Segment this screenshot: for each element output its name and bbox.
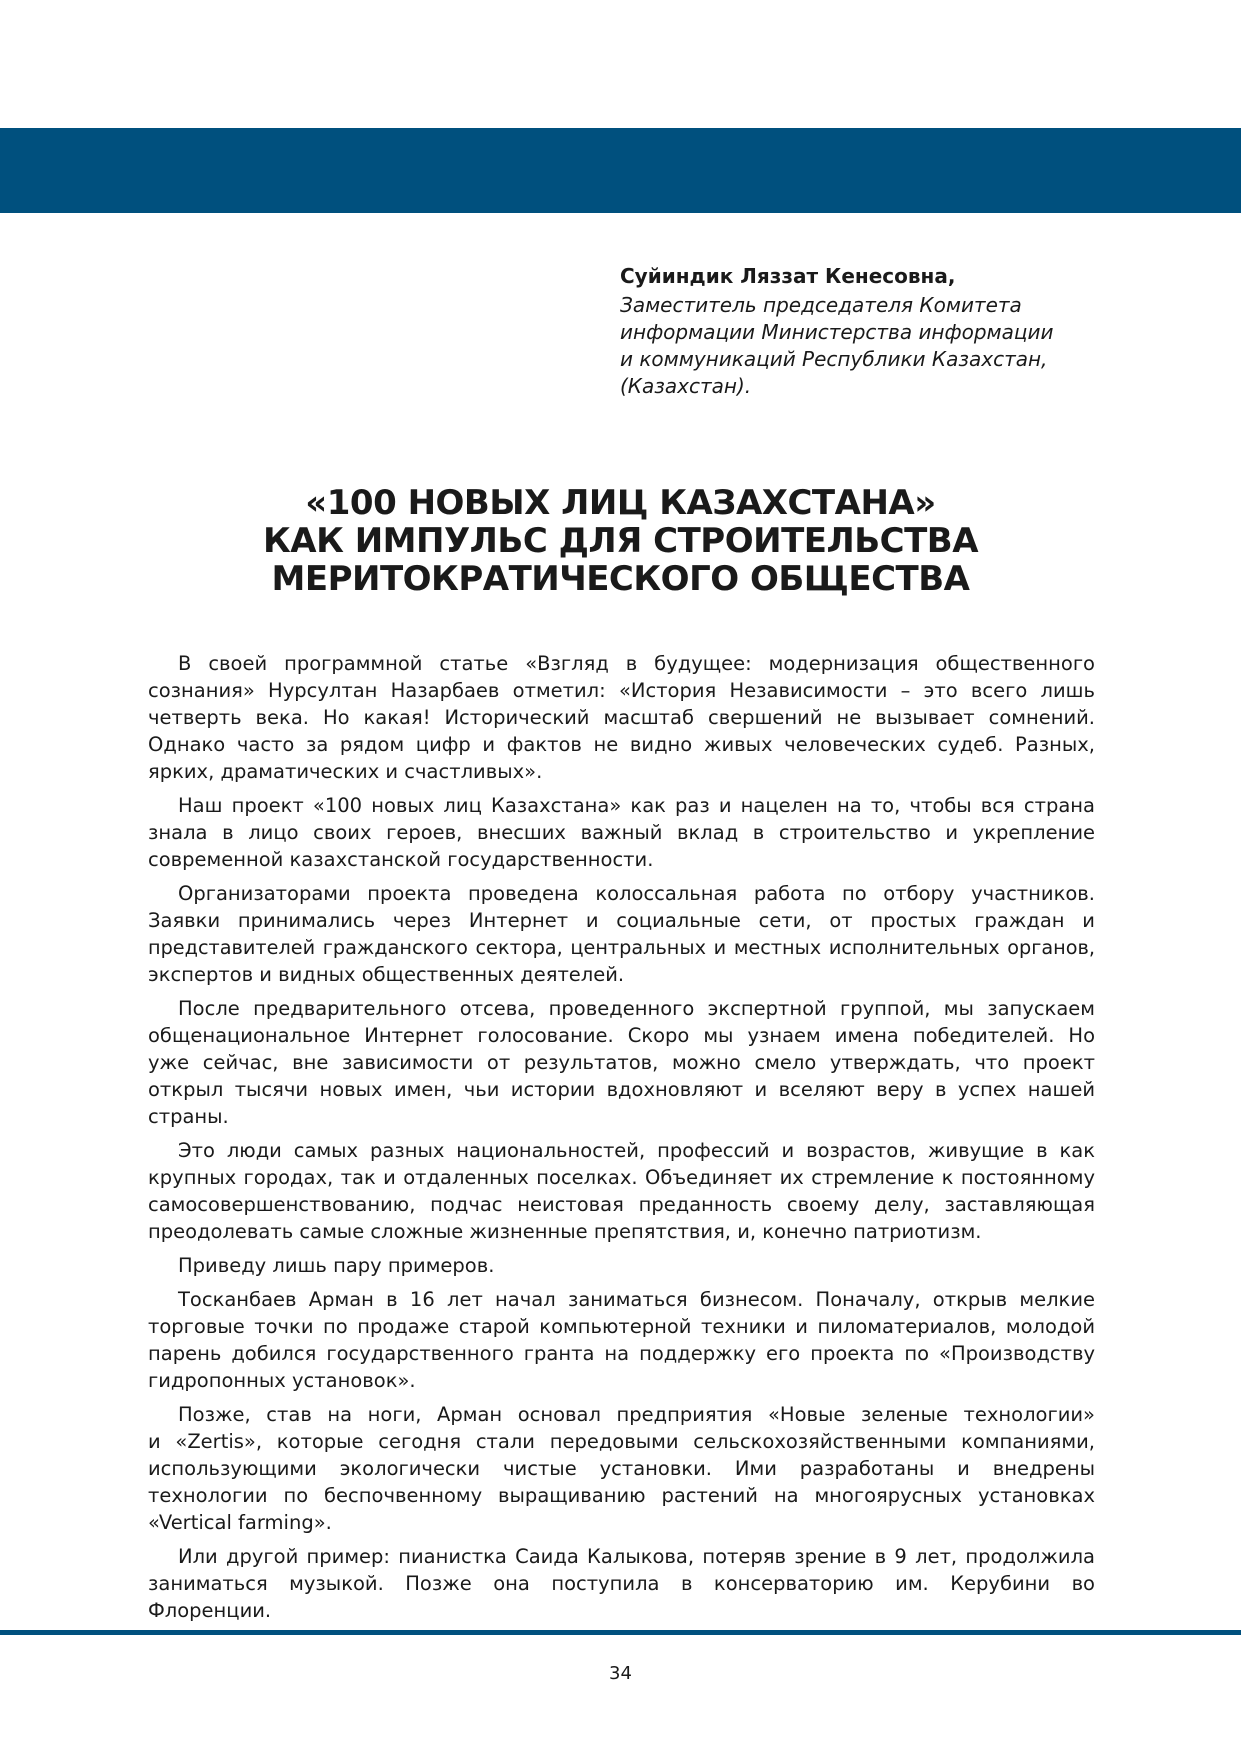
- paragraph: [148, 650, 1095, 785]
- author-block: [620, 262, 1100, 400]
- paragraph-line: и «Zertis», которые сегодня стали передовыми сельскохозяйственными компаниями,: [148, 1430, 1095, 1453]
- paragraph-line: страны.: [148, 1105, 229, 1128]
- paragraph-line: сознания» Нурсултан Назарбаев отметил: «История Независимости – это всего лишь: [148, 679, 1095, 702]
- page-number: 34: [609, 1663, 632, 1684]
- author-name: Суйиндик Ляззат Кенесовна,: [620, 264, 956, 288]
- paragraph-line: самосовершенствованию, подчас неистовая преданность своему делу, заставляющая: [148, 1193, 1095, 1216]
- paragraph-line: После предварительного отсева, проведенного экспертной группой, мы запускаем: [178, 997, 1095, 1020]
- paragraph-line: экспертов и видных общественных деятелей.: [148, 963, 625, 986]
- paragraph-line: Это люди самых разных национальностей, профессий и возрастов, живущие в как: [178, 1139, 1095, 1162]
- header-band: [0, 128, 1241, 213]
- paragraph-line: ярких, драматических и счастливых».: [148, 760, 543, 783]
- paragraph-line: Организаторами проекта проведена колоссальная работа по отбору участников.: [178, 882, 1095, 905]
- paragraph-line: представителей гражданского сектора, центральных и местных исполнительных органов,: [148, 936, 1095, 959]
- paragraph-line: преодолевать самые сложные жизненные препятствия, и, конечно патриотизм.: [148, 1220, 982, 1243]
- author-position: [620, 292, 1100, 400]
- paragraph-line: открыл тысячи новых имен, чьи истории вдохновляют и вселяют веру в успех нашей: [148, 1078, 1095, 1101]
- paragraph-line: знала в лицо своих героев, внесших важный вклад в строительство и укрепление: [148, 821, 1095, 844]
- paragraph-line: Позже, став на ноги, Арман основал предприятия «Новые зеленые технологии»: [178, 1403, 1095, 1426]
- paragraph: [148, 995, 1095, 1130]
- paragraph-line: торговые точки по продаже старой компьютерной техники и пиломатериалов, молодой: [148, 1315, 1095, 1338]
- article-title: [0, 484, 1241, 598]
- paragraph-line: крупных городах, так и отдаленных поселках. Объединяет их стремление к постоянному: [148, 1166, 1095, 1189]
- paragraph-line: технологии по беспочвенному выращиванию растений на многоярусных установках: [148, 1484, 1095, 1507]
- article-body: [148, 650, 1095, 1631]
- paragraph: [148, 1401, 1095, 1536]
- author-position-line: Заместитель председателя Комитета: [620, 293, 1022, 317]
- paragraph: [148, 1137, 1095, 1245]
- paragraph: [148, 1543, 1095, 1624]
- paragraph-line: Тосканбаев Арман в 16 лет начал заниматься бизнесом. Поначалу, открыв мелкие: [178, 1288, 1095, 1311]
- author-position-line: (Казахстан).: [620, 374, 752, 398]
- author-position-line: информации Министерства информации: [620, 320, 1054, 344]
- paragraph-line: уже сейчас, вне зависимости от результатов, можно смело утверждать, что проект: [148, 1051, 1095, 1074]
- paragraph-line: В своей программной статье «Взгляд в будущее: модернизация общественного: [178, 652, 1095, 675]
- paragraph-line: общенациональное Интернет голосование. Скоро мы узнаем имена победителей. Но: [148, 1024, 1095, 1047]
- paragraph-line: использующими экологически чистые установки. Ими разработаны и внедрены: [148, 1457, 1095, 1480]
- paragraph-line: современной казахстанской государственности.: [148, 848, 654, 871]
- title-line: КАК ИМПУЛЬС ДЛЯ СТРОИТЕЛЬСТВА: [262, 521, 979, 561]
- author-position-line: и коммуникаций Республики Казахстан,: [620, 347, 1048, 371]
- paragraph-line: четверть века. Но какая! Исторический масштаб свершений не вызывает сомнений.: [148, 706, 1095, 729]
- paragraph: [148, 1252, 1095, 1279]
- paragraph-line: парень добился государственного гранта на поддержку его проекта по «Производству: [148, 1342, 1095, 1365]
- paragraph-line: заниматься музыкой. Позже она поступила в консерваторию им. Керубини во: [148, 1572, 1095, 1595]
- title-line: «100 НОВЫХ ЛИЦ КАЗАХСТАНА»: [305, 483, 936, 523]
- paragraph: [148, 880, 1095, 988]
- footer-rule: [0, 1630, 1241, 1635]
- paragraph-line: Однако часто за рядом цифр и фактов не видно живых человеческих судеб. Разных,: [148, 733, 1095, 756]
- paragraph-line: гидропонных установок».: [148, 1369, 416, 1392]
- paragraph-line: Наш проект «100 новых лиц Казахстана» как раз и нацелен на то, чтобы вся страна: [178, 794, 1095, 817]
- paragraph: [148, 792, 1095, 873]
- paragraph-line: Заявки принимались через Интернет и социальные сети, от простых граждан и: [148, 909, 1095, 932]
- paragraph-line: Приведу лишь пару примеров.: [178, 1254, 495, 1277]
- paragraph-line: Или другой пример: пианистка Саида Калыкова, потеряв зрение в 9 лет, продолжила: [178, 1545, 1095, 1568]
- paragraph-line: «Vertical farming».: [148, 1511, 332, 1534]
- paragraph-line: Флоренции.: [148, 1599, 272, 1622]
- paragraph: [148, 1286, 1095, 1394]
- title-line: МЕРИТОКРАТИЧЕСКОГО ОБЩЕСТВА: [271, 559, 970, 599]
